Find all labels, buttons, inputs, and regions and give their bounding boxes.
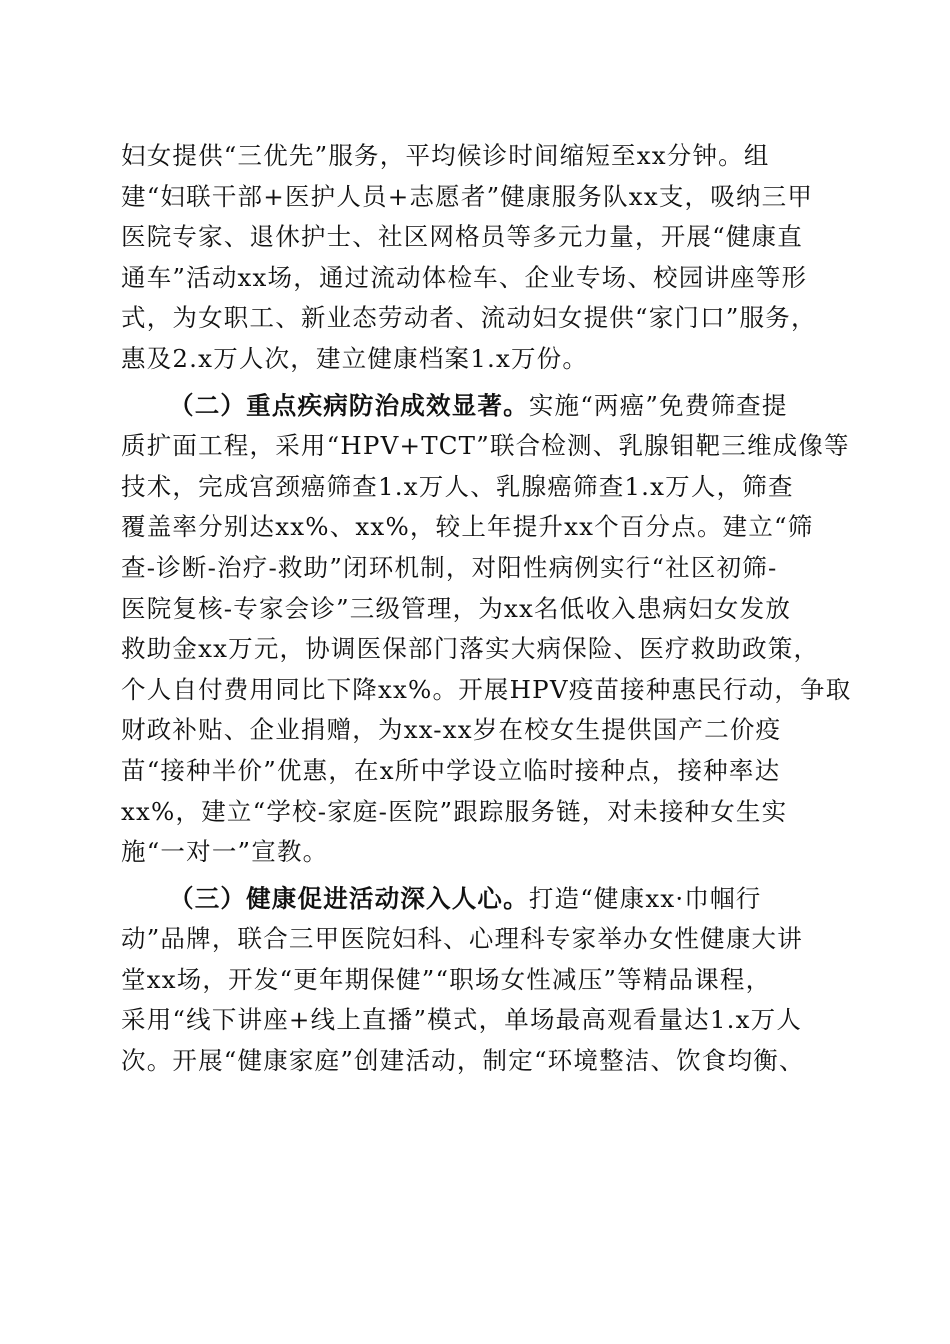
text-line: 堂xx场，开发“更年期保健”“职场女性减压”等精品课程， [121,964,772,994]
paragraph-first-line [121,386,840,427]
text-line: 采用“线下讲座+线上直播”模式，单场最高观看量达1.x万人 [121,1005,803,1035]
text-line: 通车”活动xx场，通过流动体检车、企业专场、校园讲座等形 [121,262,808,292]
text-line: 次。开展“健康家庭”创建活动，制定“环境整洁、饮食均衡、 [121,1046,805,1076]
text-line: 覆盖率分别达xx%、xx%，较上年提升xx个百分点。建立“筛 [121,512,814,542]
text-line: 式，为女职工、新业态劳动者、流动妇女提供“家门口”服务， [121,303,817,333]
text-line: 质扩面工程，采用“HPV+TCT”联合检测、乳腺钼靶三维成像等 [121,431,850,461]
text-line: 苗“接种半价”优惠，在x所中学设立临时接种点，接种率达 [121,755,781,785]
text-line: 惠及2.x万人次，建立健康档案1.x万份。 [121,343,589,373]
document-body [121,136,852,1082]
text-line: 妇女提供“三优先”服务，平均候诊时间缩短至xx分钟。组 [121,141,770,170]
paragraph-first-line [121,879,840,920]
text-line: 施“一对一”宣教。 [121,837,329,867]
section-heading: （三）健康促进活动深入人心。 [169,883,529,913]
text-line: 查-诊断-治疗-救助”闭环机制，对阳性病例实行“社区初筛- [121,552,778,582]
text-line: 医院专家、退休护士、社区网格员等多元力量，开展“健康直 [121,222,803,252]
text-line: 救助金xx万元，协调医保部门落实大病保险、医疗救助政策， [121,634,820,664]
text-line: 个人自付费用同比下降xx%。开展HPV疫苗接种惠民行动，争取 [121,674,852,704]
text-line: 建“妇联干部+医护人员+志愿者”健康服务队xx支，吸纳三甲 [121,181,814,211]
text-line: 动”品牌，联合三甲医院妇科、心理科专家举办女性健康大讲 [121,924,803,954]
paragraph-2 [121,386,852,873]
section-heading: （二）重点疾病防治成效显著。 [169,390,529,420]
text-run: 实施“两癌”免费筛查提 [528,390,788,420]
paragraph-1 [121,136,840,380]
text-line: xx%，建立“学校-家庭-医院”跟踪服务链，对未接种女生实 [121,796,788,826]
text-line: 技术，完成宫颈癌筛查1.x万人、乳腺癌筛查1.x万人，筛查 [121,471,794,501]
text-line: 医院复核-专家会诊”三级管理，为xx名低收入患病妇女发放 [121,593,792,623]
paragraph-3 [121,879,840,1082]
text-line: 财政补贴、企业捐赠，为xx-xx岁在校女生提供国产二价疫 [121,715,782,745]
text-run: 打造“健康xx·巾帼行 [528,883,762,913]
